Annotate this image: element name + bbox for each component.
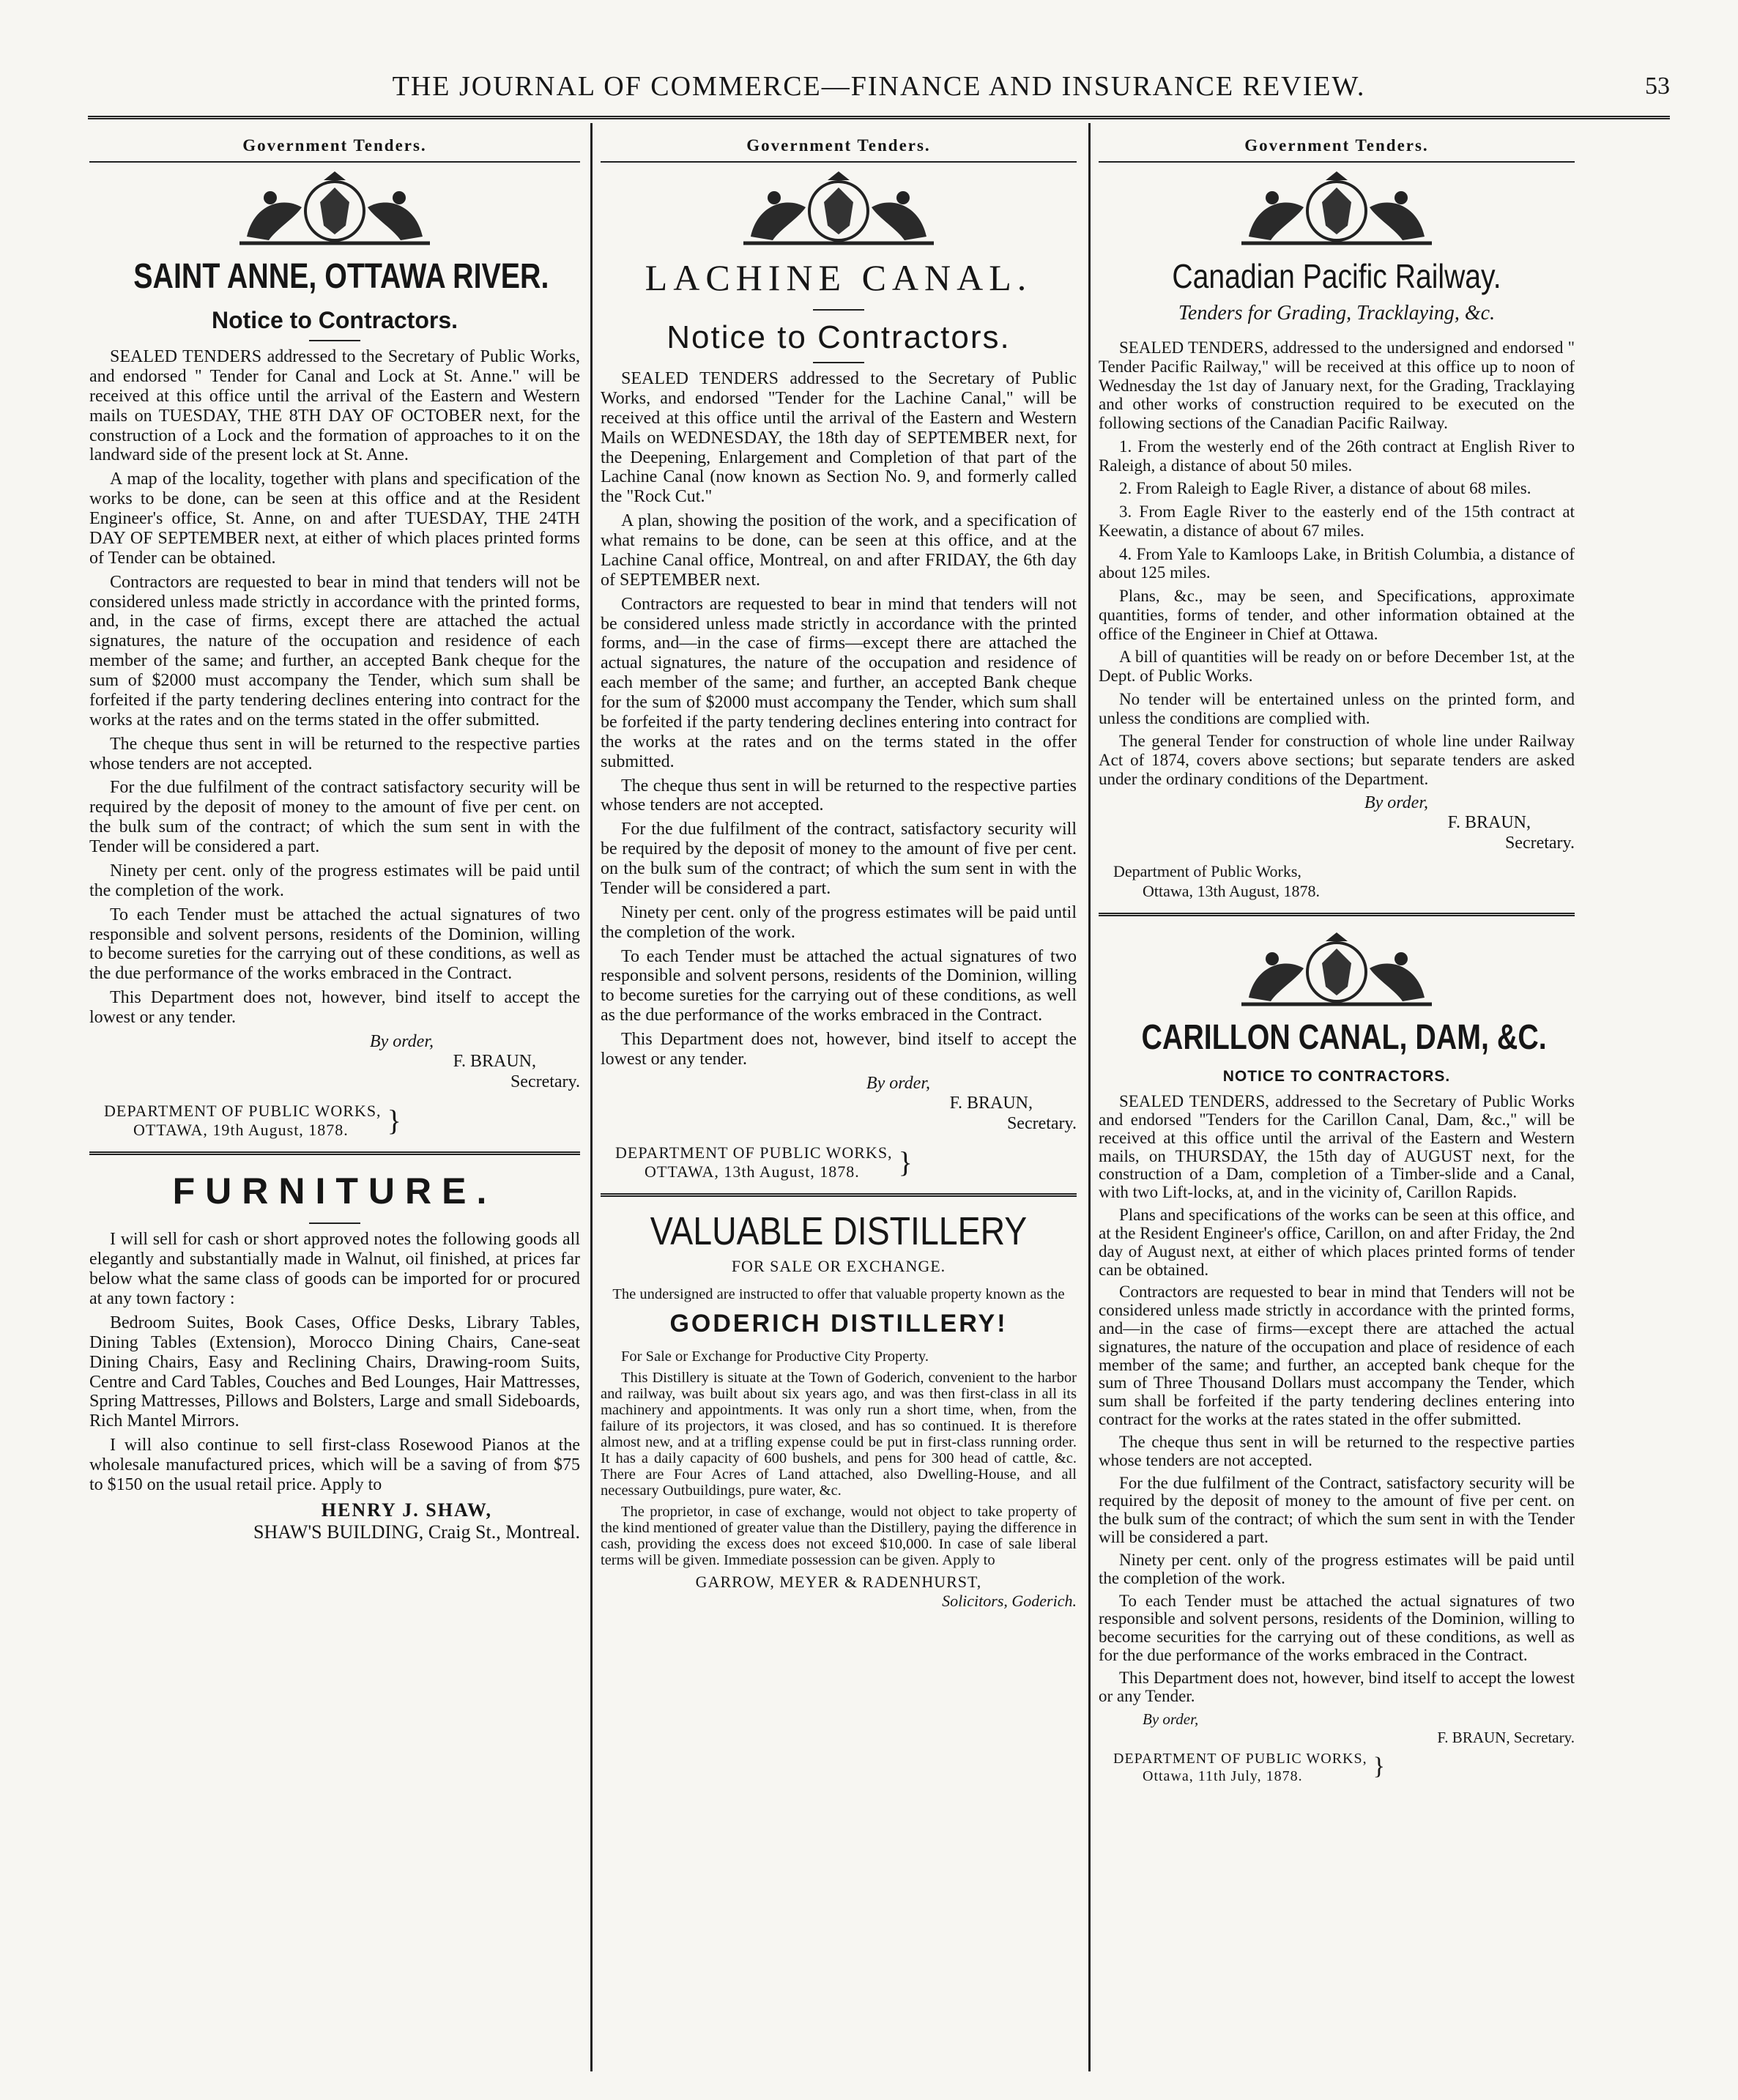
divider <box>309 340 360 341</box>
paragraph: For the due fulfilment of the contract, satisfactory security will be required by the deposit of money to the amount of five per cent. on the bulk sum of the contract; of which the sum sent in with the Tender will be considered a part. <box>601 820 1077 898</box>
notice-body <box>89 347 580 1028</box>
paragraph: SEALED TENDERS, addressed to the undersigned and endorsed " Tender Pacific Railway," will be received at this office up to noon of Wednesday the 1st day of January next, for the Grading, Tracklaying and other works of construction required to be executed on the following sections of the Canadian Pacific Railway. <box>1099 338 1575 432</box>
notice-heading: Canadian Pacific Railway. <box>1172 257 1501 295</box>
carillon-body <box>1099 1093 1575 1706</box>
carillon-subheading: NOTICE TO CONTRACTORS. <box>1222 1068 1451 1086</box>
carillon-heading: CARILLON CANAL, DAM, &C. <box>1141 1018 1547 1058</box>
department-dateline: DEPARTMENT OF PUBLIC WORKS, Ottawa, 11th July, 1878. } <box>1113 1750 1386 1784</box>
column-middle <box>601 132 1077 2066</box>
by-order: By order, <box>866 1073 930 1093</box>
paragraph: A bill of quantities will be ready on or before December 1st, at the Dept. of Public Works. <box>1099 648 1575 685</box>
paragraph: To each Tender must be attached the actual signatures of two responsible and solvent persons, residents of the Dominion, willing to become securities for the carrying out of these conditions, as well as for the due performance of the works embraced in the Contract. <box>1099 1591 1575 1665</box>
section-rule <box>1099 913 1575 916</box>
distillery-heading: VALUABLE DISTILLERY <box>650 1209 1028 1254</box>
signer-name: F. BRAUN, <box>453 1052 536 1072</box>
paragraph: Contractors are requested to bear in mind that tenders will not be considered unless made strictly in accordance with the printed forms, and, in the case of firms, except there are attached the actual signatures, the nature of the occupation and residence of each member of the same; and further, an accepted Bank cheque for the sum of $2000 must accompany the Tender, which sum shall be forfeited if the party tendering declines entering into contract for the works at the rates and on the terms stated in the offer submitted. <box>89 572 580 730</box>
advertiser-name: HENRY J. SHAW, <box>321 1499 492 1521</box>
notice-heading: SAINT ANNE, OTTAWA RIVER. <box>133 257 549 296</box>
signer-name: F. BRAUN, Secretary. <box>1437 1728 1575 1746</box>
paragraph: Ninety per cent. only of the progress estimates will be paid until the completion of the work. <box>89 861 580 900</box>
paragraph: SEALED TENDERS addressed to the Secretary of Public Works, and endorsed "Tender for the Lachine Canal," will be received at this office until the arrival of the Eastern and Western Mails on WEDNESDAY, the 18th day of SEPTEMBER next, for the Deepening, Enlargement and Completion of that part of the Lachine Canal (now known as Section No. 9, and formerly called the "Rock Cut." <box>601 369 1077 507</box>
paragraph: SEALED TENDERS, addressed to the Secretary of Public Works and endorsed "Tenders for the Carillon Canal, Dam, &c.," will be received at this office until the arrival of the Eastern and Western mails, on THURSDAY, the 15th day of AUGUST next, for the construction of a Dam, completion of a Timber-slide and a Canal, with two Lift-locks, at, and in the vicinity of, Carillon Rapids. <box>1099 1092 1575 1202</box>
signer-title: Secretary. <box>510 1072 580 1092</box>
paragraph: 3. From Eagle River to the easterly end of the 15th contract at Keewatin, a distance of about 67 miles. <box>1099 502 1575 540</box>
dept-date: Ottawa, 13th August, 1878. <box>1143 881 1320 900</box>
royal-crest-icon <box>225 167 445 248</box>
paragraph: This Department does not, however, bind itself to accept the lowest or any tender. <box>89 988 580 1027</box>
column-divider <box>1088 123 1091 2071</box>
column-divider <box>590 123 593 2071</box>
distillery-agents-title: Solicitors, Goderich. <box>942 1592 1077 1611</box>
divider <box>309 1222 360 1224</box>
page-number: 53 <box>1645 73 1670 100</box>
paragraph: Contractors are requested to bear in mind that tenders will not be considered unless made strictly in accordance with the printed forms, and—in the case of firms—except there are attached the actual signatures, the nature of the occupation and residence of each member of the same; and further, an accepted Bank cheque for the sum of $2000 must accompany the Tender, which sum shall be forfeited if the party tendering declines entering into contract for the works at the rates and on the terms stated in the offer submitted. <box>601 594 1077 771</box>
paragraph: For the due fulfilment of the contract satisfactory security will be required by the deposit of money to the amount of five per cent. on the bulk sum of the contract; of which the sum sent in with the Tender will be considered a part. <box>89 778 580 856</box>
paragraph: This Department does not, however, bind itself to accept the lowest or any Tender. <box>1099 1668 1575 1705</box>
distillery-intro: The undersigned are instructed to offer that valuable property known as the <box>612 1286 1065 1303</box>
paragraph: This Department does not, however, bind itself to accept the lowest or any tender. <box>601 1030 1077 1069</box>
paragraph: The general Tender for construction of whole line under Railway Act of 1874, covers above sections; but separate tenders are asked under the ordinary conditions of the Department. <box>1099 732 1575 788</box>
signature-block <box>1099 793 1575 854</box>
paragraph: Plans, &c., may be seen, and Specifications, approximate quantities, forms of tender, and other information obtained at the office of the Engineer in Chief at Ottawa. <box>1099 587 1575 643</box>
distillery-name: GODERICH DISTILLERY! <box>669 1310 1008 1338</box>
dept-line: DEPARTMENT OF PUBLIC WORKS, <box>615 1143 893 1162</box>
column-right <box>1099 132 1575 2066</box>
signature-block <box>89 1032 580 1093</box>
royal-crest-icon <box>729 167 948 248</box>
department-dateline: DEPARTMENT OF PUBLIC WORKS, OTTAWA, 19th August, 1878. } <box>104 1101 402 1140</box>
furniture-heading: FURNITURE. <box>172 1170 497 1212</box>
header-rule <box>88 116 1670 119</box>
paragraph: 4. From Yale to Kamloops Lake, in British Columbia, a distance of about 125 miles. <box>1099 544 1575 582</box>
paragraph: A plan, showing the position of the work, and a specification of what remains to be done, can be seen at this office, and at the Lachine Canal office, Montreal, on and after FRIDAY, the 6th day of SEPTEMBER next. <box>601 511 1077 590</box>
paragraph: A map of the locality, together with plans and specification of the works to be done, can be seen at this office and at the Resident Engineer's office, St. Anne, on and after TUESDAY, THE 24TH DAY OF SEPTEMBER next, at either of which places printed forms of Tender can be obtained. <box>89 470 580 568</box>
distillery-subheading: FOR SALE OR EXCHANGE. <box>731 1257 946 1276</box>
notice-body <box>601 369 1077 1069</box>
divider <box>813 362 864 363</box>
section-rule <box>89 1151 580 1155</box>
signer-name: F. BRAUN, <box>1447 813 1531 833</box>
paragraph: The proprietor, in case of exchange, would not object to take property of the kind mentioned of greater value than the Distillery, paying the difference in cash, providing the excess does not exceed $10,000. In case of sale liberal terms will be given. Immediate possession can be given. Apply to <box>601 1503 1077 1568</box>
signature-block <box>601 1074 1077 1135</box>
divider <box>601 161 1077 163</box>
divider <box>89 161 580 163</box>
notice-subheading: Notice to Contractors. <box>211 307 458 333</box>
dept-date: Ottawa, 11th July, 1878. <box>1143 1767 1303 1784</box>
notice-body <box>1099 338 1575 789</box>
department-dateline <box>1113 862 1575 901</box>
by-order: By order, <box>1143 1710 1199 1728</box>
section-kicker: Government Tenders. <box>746 136 931 155</box>
paragraph: I will also continue to sell first-class Rosewood Pianos at the wholesale manufactured prices, which will be a saving of from $75 to $150 on the usual retail price. Apply to <box>89 1436 580 1494</box>
dept-line: Department of Public Works, <box>1113 862 1301 881</box>
royal-crest-icon <box>1227 167 1447 248</box>
advertiser-address: SHAW'S BUILDING, Craig St., Montreal. <box>253 1521 580 1543</box>
section-kicker: Government Tenders. <box>1244 136 1429 155</box>
page-header <box>88 64 1670 108</box>
distillery-agents: GARROW, MEYER & RADENHURST, <box>695 1573 982 1592</box>
distillery-body <box>601 1348 1077 1568</box>
paragraph: For Sale or Exchange for Productive City Property. <box>621 1348 929 1365</box>
divider <box>813 309 864 311</box>
notice-subheading: Notice to Contractors. <box>666 319 1011 355</box>
royal-crest-icon <box>1227 928 1447 1009</box>
signer-title: Secretary. <box>1006 1113 1077 1133</box>
paragraph: 2. From Raleigh to Eagle River, a distance of about 68 miles. <box>1119 479 1531 498</box>
department-dateline: DEPARTMENT OF PUBLIC WORKS, OTTAWA, 13th August, 1878. } <box>615 1143 913 1181</box>
paragraph: This Distillery is situate at the Town of Goderich, convenient to the harbor and railway, was built about six years ago, and was then first-class in all its machinery and appointments. It was only run a short time, when, from the failure of its projectors, it was closed, and has so continued. It is therefore almost new, and at a trifling expense could be put in first-class running order. It has a daily capacity of 600 bushels, and pens for 300 head of cattle, &c. There are Four Acres of Land attached, also Dwelling-House, and all necessary Outbuildings, pure water, &c. <box>601 1369 1077 1499</box>
paragraph: The cheque thus sent in will be returned to the respective parties whose tenders are not accepted. <box>1099 1432 1575 1469</box>
dept-date: OTTAWA, 19th August, 1878. <box>133 1121 349 1140</box>
journal-title: THE JOURNAL OF COMMERCE—FINANCE AND INSURANCE REVIEW. <box>392 71 1366 102</box>
paragraph: Ninety per cent. only of the progress estimates will be paid until the completion of the work. <box>1099 1550 1575 1587</box>
paragraph: The cheque thus sent in will be returned to the respective parties whose tenders are not accepted. <box>601 776 1077 815</box>
paragraph: Ninety per cent. only of the progress estimates will be paid until the completion of the work. <box>601 902 1077 942</box>
paragraph: To each Tender must be attached the actual signatures of two responsible and solvent persons, residents of the Dominion, willing to become sureties for the carrying out of these conditions, as well as the due performance of the works embraced in the Contract. <box>89 905 580 984</box>
section-kicker: Government Tenders. <box>242 136 427 155</box>
dept-line: DEPARTMENT OF PUBLIC WORKS, <box>104 1101 382 1120</box>
signer-title: Secretary. <box>1504 833 1575 853</box>
paragraph: Bedroom Suites, Book Cases, Office Desks, Library Tables, Dining Tables (Extension), Morocco Dining Chairs, Cane-seat Dining Chairs, Easy and Reclining Chairs, Drawing-room Suits, Centre and Card Tables, Couches and Bed Lounges, Hair Mattresses, Spring Mattresses, Pillows and Bolsters, Large and small Sideboards, Rich Mantel Mirrors. <box>89 1313 580 1431</box>
dept-line: DEPARTMENT OF PUBLIC WORKS, <box>1113 1750 1367 1767</box>
by-order: By order, <box>1364 793 1428 812</box>
notice-subheading: Tenders for Grading, Tracklaying, &c. <box>1178 302 1496 324</box>
column-left <box>89 132 580 2066</box>
by-order: By order, <box>369 1031 434 1051</box>
paragraph: Contractors are requested to bear in mind that Tenders will not be considered unless made strictly in accordance with the printed forms, and—in the case of firms—except there are attached the actual signatures, the nature of the occupation and place of residence of each member of the same; and further, an accepted bank cheque for the sum of Three Thousand Dollars must accompany the Tender, which sum shall be forfeited if the party tendering declines entering into contract for the works at the rates stated in the offer submitted. <box>1099 1283 1575 1429</box>
signer-name: F. BRAUN, <box>949 1094 1033 1113</box>
furniture-body <box>89 1230 580 1494</box>
paragraph: No tender will be entertained unless on the printed form, and unless the conditions are complied with. <box>1099 689 1575 727</box>
notice-heading: LACHINE CANAL. <box>645 257 1033 298</box>
paragraph: 1. From the westerly end of the 26th contract at English River to Raleigh, a distance of about 50 miles. <box>1099 437 1575 475</box>
paragraph: For the due fulfilment of the Contract, satisfactory security will be required by the deposit of money to the amount of five per cent. on the bulk sum of the contract; of which the sum sent in with the Tender will be considered a part. <box>1099 1473 1575 1547</box>
divider <box>1099 161 1575 163</box>
paragraph: The cheque thus sent in will be returned to the respective parties whose tenders are not accepted. <box>89 734 580 773</box>
paragraph: Plans and specifications of the works can be seen at this office, and at the Resident Engineer's office, Carillon, on and after Friday, the 2nd day of August next, at either of which places printed forms of tender can be obtained. <box>1099 1206 1575 1279</box>
paragraph: To each Tender must be attached the actual signatures of two responsible and solvent persons, residents of the Dominion, willing to become sureties for the carrying out of these conditions, as well as the due performance of the works embraced in the Contract. <box>601 946 1077 1025</box>
section-rule <box>601 1193 1077 1197</box>
dept-date: OTTAWA, 13th August, 1878. <box>645 1162 860 1181</box>
paragraph: I will sell for cash or short approved notes the following goods all elegantly and substantially made in Walnut, oil finished, at prices far below what the same class of goods can be imported for or procured at any town factory : <box>89 1230 580 1309</box>
paragraph: SEALED TENDERS addressed to the Secretary of Public Works, and endorsed " Tender for Canal and Lock at St. Anne." will be received at this office until the arrival of the Eastern and Western mails on TUESDAY, THE 8TH DAY OF OCTOBER next, for the construction of a Lock and the formation of approaches to it on the landward side of the present lock at St. Anne. <box>89 347 580 465</box>
